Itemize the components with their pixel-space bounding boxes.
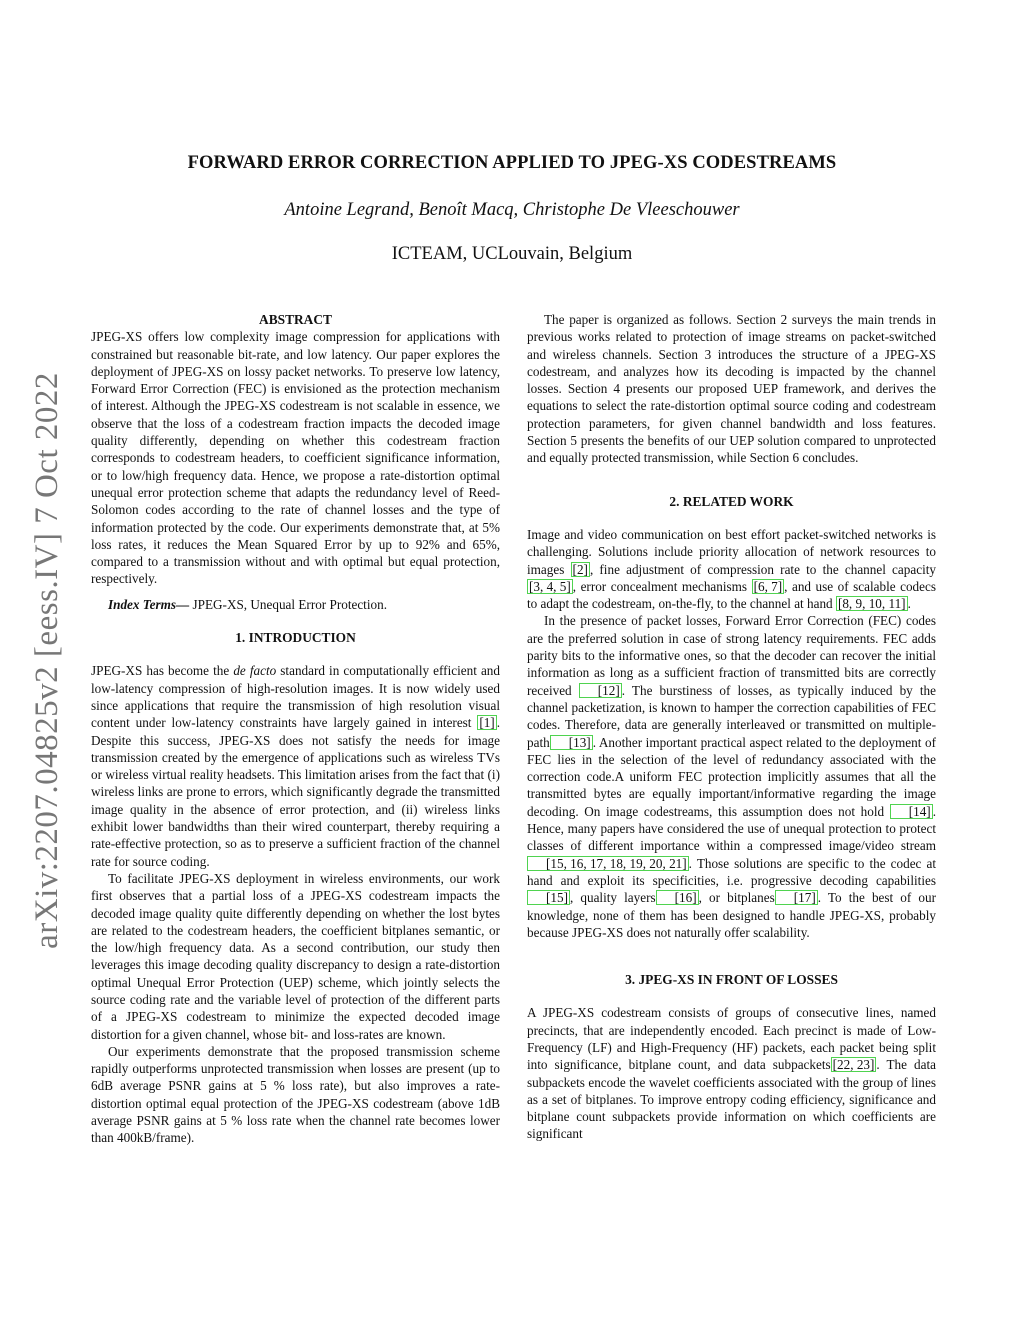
losses-paragraph-1: A JPEG-XS codestream consists of groups of consecutive lines, named precincts, that are independently encoded. Each precinct is made of Low-Frequency (LF) and High-Frequency (HF) packets, each packet being split into significance, bitplane count, and data subpackets [22, 23] . The data subpackets encode the wavelet coefficients associated with the group of lines as a set of bitplanes. To improve entropy coding efficiency, significance and bitplane count subpackets provide information on which coefficients are significant xyxy=(527,1005,936,1142)
index-terms-label: Index Terms— xyxy=(108,596,190,612)
related-paragraph-2: In the presence of packet losses, Forward Error Correction (FEC) codes are the preferred solution in case of strong latency requirements. FEC adds parity bits to the informative ones, so that the decoder can recover the initial information as long as a sufficient fraction of transmitted bits are correctly received [12] . The burstiness of losses, as typically induced by the channel packetization, is known to hamper the correction capabilities of FEC codes. Therefore, data are generally interleaved or transmitted on multiple-path [13] . Another important practical aspect related to the deployment of FEC lies in the selection of the level of redundancy associated with the correction code.A uniform FEC protection implicitly assumes that all the transmitted bytes are equally important/informative regarding the image decoding. On image codestreams, this assumption does not hold [14] . Hence, many papers have considered the use of unequal protection to protect classes of different importance within a compressed image/video stream [15, 16, 17, 18, 19, 20, 21] . Those solutions are specific to the codec at hand and exploit its specificities, i.e. progressive decoding capabilities[15] , quality layers [16] , or bitplanes [17] . To the best of our knowledge, none of them has been designed to handle JPEG-XS, probably because JPEG-XS does not naturally offer scalability. xyxy=(527,613,936,940)
paper-affiliation: ICTEAM, UCLouvain, Belgium xyxy=(391,244,633,264)
intro-paragraph-1: JPEG-XS has become the de facto standard in computationally efficient and low-latency compression of high-resolution images. It is now widely used since applications that require the transmission of high resolution visual content under low-latency constraints have largely gained in interest [1] . Despite this success, JPEG-XS does not satisfy the needs for image transmission created by the emergence of applications such as wireless TVs or wireless virtual reality headsets. This limitation arises from the fact that (i) wireless links are prone to errors, which significantly degrade the transmitted image quality in the absence of error protection, and (ii) wireless links exhibit lower bandwidths than their wired counterpart, thereby requiring a rate-effective protection, so as to preserve a sufficient fraction of the channel rate for source coding. xyxy=(91,663,500,869)
right-column xyxy=(527,311,936,1143)
paper-authors: Antoine Legrand, Benoît Macq, Christophe De Vleeschouwer xyxy=(284,200,740,220)
citation-link[interactable]: [14] xyxy=(890,804,933,819)
index-terms xyxy=(91,596,500,613)
intro-paragraph-3: Our experiments demonstrate that the proposed transmission scheme rapidly outperforms unprotected transmission when losses are present (up to 6dB average PSNR gains at 5 % loss rate), but also improves a rate-distortion optimal equal protection of the JPEG-XS codestream (above 1dB average PSNR gains at 5 % loss rate when the channel rate becomes lower than 400kB/frame). xyxy=(91,1043,500,1146)
citation-link[interactable]: [1] xyxy=(479,715,495,731)
related-work-heading: 2. RELATED WORK xyxy=(669,493,794,509)
organization-paragraph: The paper is organized as follows. Section 2 surveys the main trends in previous works related to protection of image streams on packet-switched and wireless channels. Section 3 introduces the structure of a JPEG-XS codestream, and analyzes how its decoding is impacted by the channel losses. Section 4 presents our proposed UEP framework, and derives the equations to select the rate-distortion optimal source coding and codestream protection parameters, for given channel bandwidth and loss features. Section 5 presents the benefits of our UEP solution compared to unprotected and equally protected transmission, while Section 6 concludes. xyxy=(527,312,936,466)
citation-link[interactable]: [15] xyxy=(527,890,570,905)
related-paragraph-1: Image and video communication on best effort packet-switched networks is challenging. Solutions include priority allocation of network resources to images [2] , fine adjustment of compression rate to the channel capacity [3, 4, 5] , error concealment mechanisms [6, 7] , and use of scalable codecs to adapt the codestream, on-the-fly, to the channel at hand [8, 9, 10, 11] . xyxy=(527,526,936,612)
abstract-heading: ABSTRACT xyxy=(259,312,332,327)
introduction-heading: 1. INTRODUCTION xyxy=(235,630,356,646)
citation-link[interactable]: [17] xyxy=(775,890,818,905)
citation-link[interactable]: [15, 16, 17, 18, 19, 20, 21] xyxy=(527,856,689,871)
citation-link[interactable]: [13] xyxy=(550,735,593,750)
citation-link[interactable]: [12] xyxy=(579,683,622,698)
left-column xyxy=(91,311,500,1147)
abstract-text: JPEG-XS offers low complexity image compression for applications with constrained but reasonable bit-rate, and low latency. Our paper explores the deployment of JPEG-XS on lossy packet networks. To preserve low latency, Forward Error Correction (FEC) is envisioned as the protection mechanism of interest. Although the JPEG-XS codestream is not scalable in essence, we observe that the loss of a codestream fraction impacts the decoded image quality differently, depending on whether this codestream fraction corresponds to codestream headers, to coefficient significance information, or to low/high frequency data. Hence, we propose a rate-distortion optimal unequal error protection scheme that adapts the redundancy level of Reed-Solomon codes according to the rate of channel losses and the type of information protected by the code. Our experiments demonstrate that, at 5% loss rates, it reduces the Mean Squared Error by up to 92% and 65%, compared to a transmission without and with optimal but equal protection, respectively. xyxy=(91,329,500,587)
citation-link[interactable]: [6, 7] xyxy=(753,578,783,594)
paper-title: FORWARD ERROR CORRECTION APPLIED TO JPEG-XS CODESTREAMS xyxy=(187,153,837,173)
index-terms-text: JPEG-XS, Unequal Error Protection. xyxy=(189,596,387,612)
citation-link[interactable]: [3, 4, 5] xyxy=(529,578,571,594)
intro-paragraph-2: To facilitate JPEG-XS deployment in wireless environments, our work first observes that a partial loss of a JPEG-XS codestream impacts the decoded image quality quite differently depending on whether the lost bytes are related to the codestream headers, the coefficient bitplanes semantic, or the low/high frequency data. As a second contribution, our study then leverages this image decoding quality discrepancy to design a rate-distortion optimal Unequal Error Protection (UEP) scheme, which jointly selects the source coding rate and the variable level of protection of the different parts of a JPEG-XS codestream to minimize the expected decoded image distortion for a given channel, whose bit- and loss-rates are known. xyxy=(91,870,500,1042)
citation-link[interactable]: [16] xyxy=(656,890,699,905)
jpeg-xs-losses-heading: 3. JPEG-XS IN FRONT OF LOSSES xyxy=(625,972,838,988)
citation-link[interactable]: [22, 23] xyxy=(832,1057,875,1073)
arxiv-identifier-text: arXiv:2207.04825v2 [eess.IV] 7 Oct 2022 xyxy=(28,371,65,949)
citation-link[interactable]: [8, 9, 10, 11] xyxy=(837,596,906,612)
arxiv-identifier xyxy=(22,360,72,960)
citation-link[interactable]: [2] xyxy=(572,561,588,577)
